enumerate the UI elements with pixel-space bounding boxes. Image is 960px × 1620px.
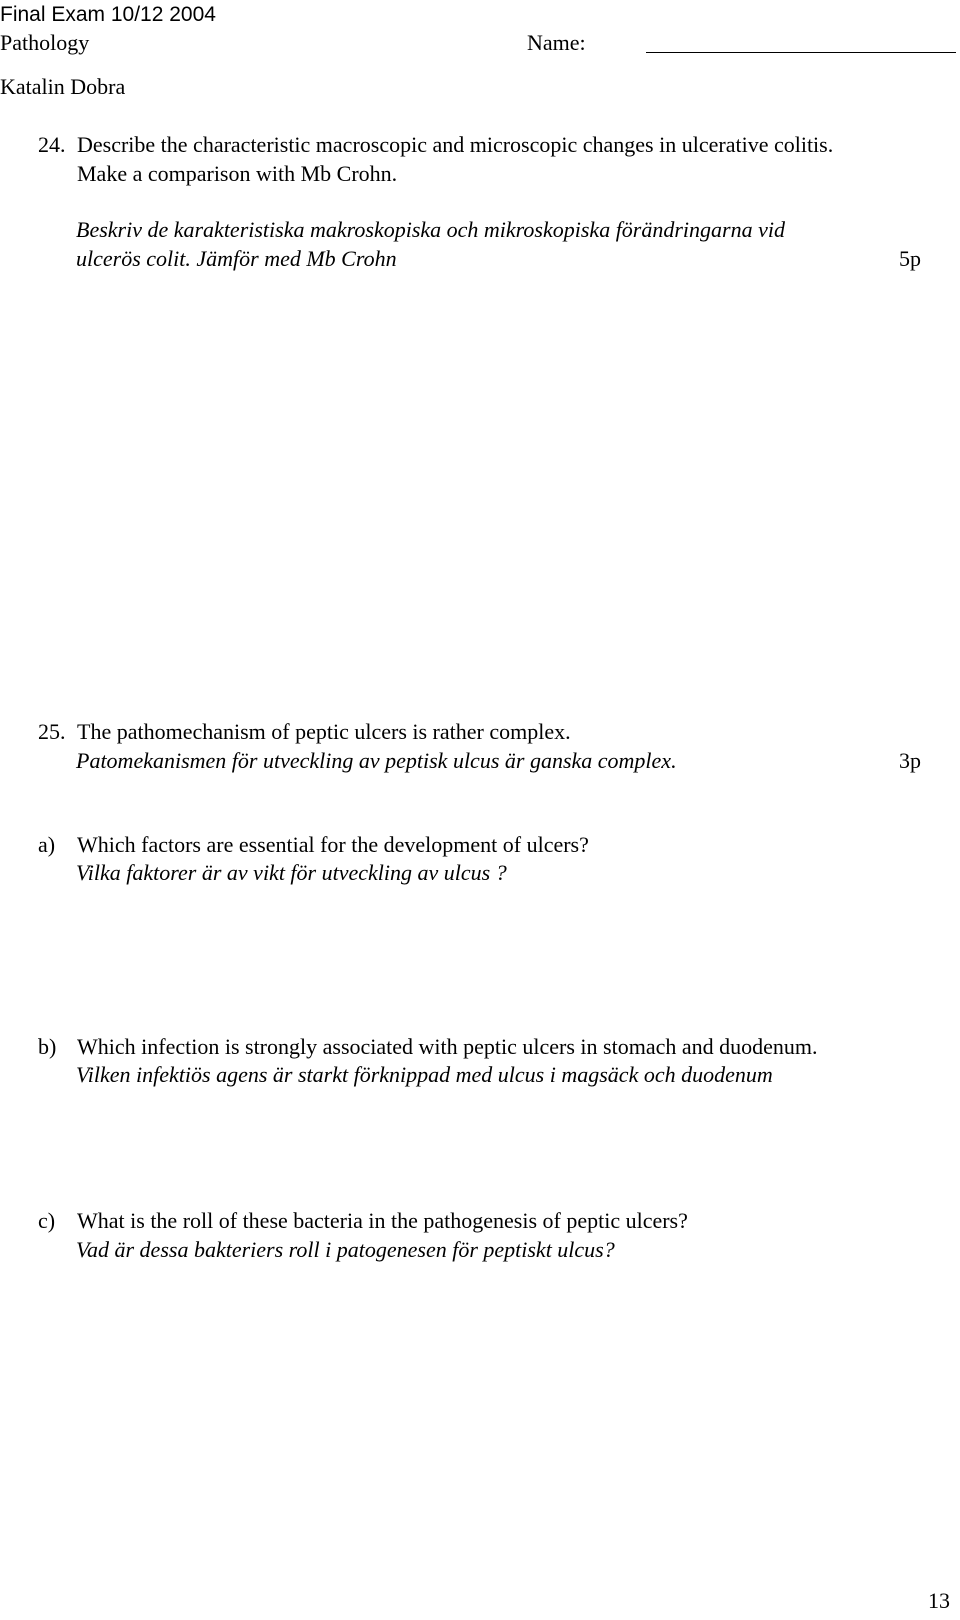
q25c-label: c) xyxy=(38,1208,56,1233)
q24-text-en-2: Make a comparison with Mb Crohn. xyxy=(77,161,398,186)
q24-text-en-1: Describe the characteristic macroscopic and microscopic changes in ulcerative colitis. xyxy=(77,132,834,157)
q25a-text-sv: Vilka faktorer är av vikt för utveckling av ulcus ? xyxy=(76,860,507,885)
q24-text-sv-2: ulcerös colit. Jämför med Mb Crohn xyxy=(76,246,397,271)
q24-points: 5p xyxy=(899,246,921,271)
name-label: Name: xyxy=(527,30,586,55)
q25-points: 3p xyxy=(899,748,921,773)
exam-title: Final Exam 10/12 2004 xyxy=(0,3,216,26)
q25a-label: a) xyxy=(38,832,56,857)
q24-number: 24. xyxy=(38,132,66,157)
q25-number: 25. xyxy=(38,719,66,744)
q25c-text-sv: Vad är dessa bakteriers roll i patogenesen för peptiskt ulcus? xyxy=(76,1237,615,1262)
q25b-text-en: Which infection is strongly associated with peptic ulcers in stomach and duodenum. xyxy=(77,1034,818,1059)
q25a-text-en: Which factors are essential for the development of ulcers? xyxy=(77,832,589,857)
q25b-label: b) xyxy=(38,1034,57,1059)
q25b-text-sv: Vilken infektiös agens är starkt förknippad med ulcus i magsäck och duodenum xyxy=(76,1062,773,1087)
page-number: 13 xyxy=(928,1588,950,1613)
subject-label: Pathology xyxy=(0,30,90,55)
teacher-name: Katalin Dobra xyxy=(0,74,126,99)
q25c-text-en: What is the roll of these bacteria in the pathogenesis of peptic ulcers? xyxy=(77,1208,688,1233)
q25-text-sv: Patomekanismen för utveckling av peptisk ulcus är ganska complex. xyxy=(76,748,677,773)
q25-text-en: The pathomechanism of peptic ulcers is rather complex. xyxy=(77,719,571,744)
name-field-line xyxy=(646,52,956,53)
q24-text-sv-1: Beskriv de karakteristiska makroskopiska och mikroskopiska förändringarna vid xyxy=(76,217,785,242)
